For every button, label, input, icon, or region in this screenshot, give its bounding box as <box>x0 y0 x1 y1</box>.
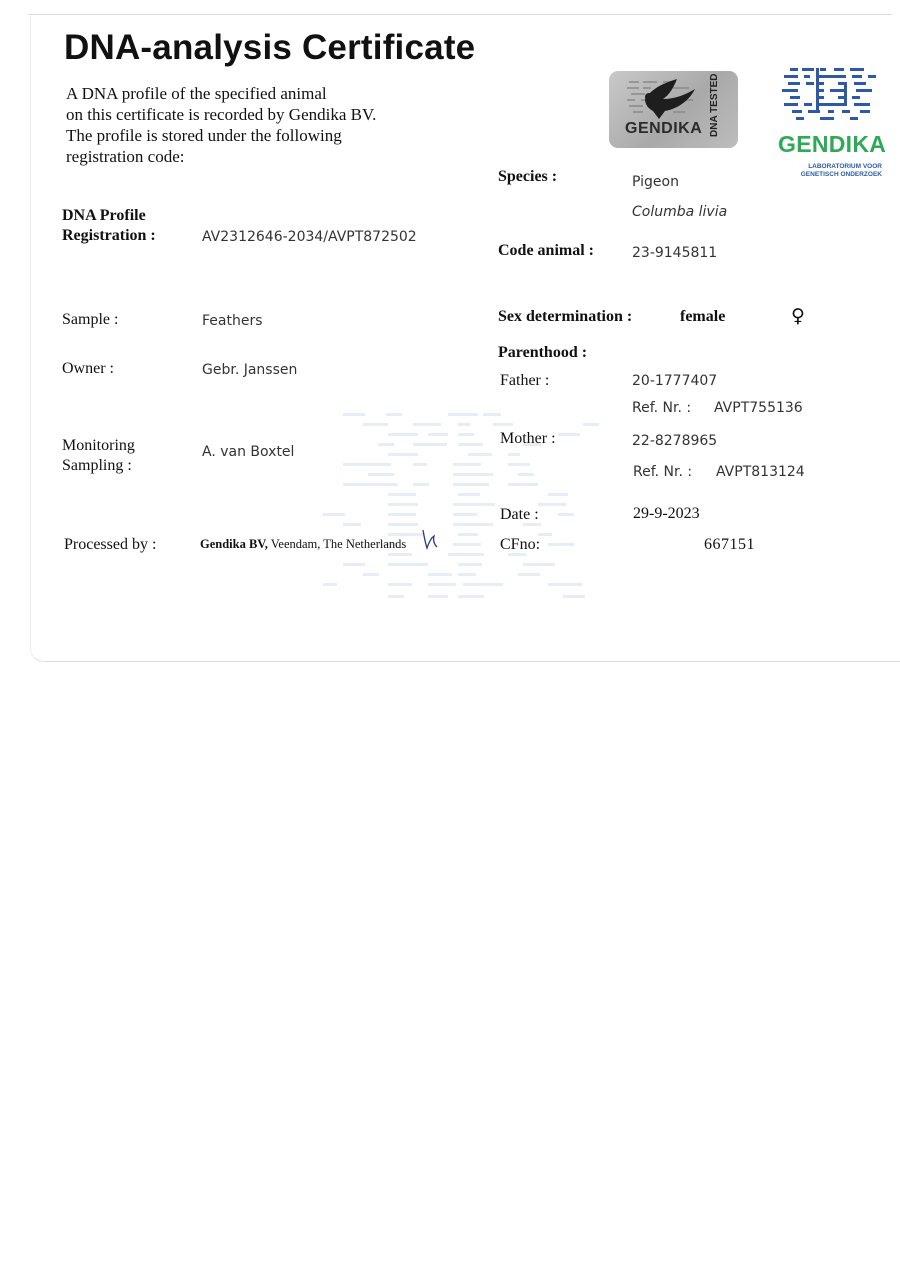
intro-line: on this certificate is recorded by Gendika BV. <box>66 105 377 124</box>
intro-line: A DNA profile of the specified animal <box>66 84 327 103</box>
brand-tagline-line: LABORATORIUM VOOR <box>808 163 882 170</box>
processed-company: Gendika BV, <box>200 537 268 551</box>
sex-determination-label: Sex determination : <box>498 308 633 325</box>
sheet-top-edge <box>28 14 892 15</box>
signature-mark-icon <box>420 528 440 550</box>
dna-profile-label: DNA Profile <box>62 207 146 224</box>
sample-value: Feathers <box>202 313 263 329</box>
mother-ref-label: Ref. Nr. : <box>633 464 693 480</box>
father-label: Father : <box>500 372 550 389</box>
mother-label: Mother : <box>500 430 556 447</box>
processed-by-value <box>200 537 406 552</box>
mother-value: 22-8278965 <box>632 433 718 449</box>
gendika-logo-icon <box>780 66 880 128</box>
sample-label: Sample : <box>62 311 119 328</box>
brand-name: GENDIKA <box>778 131 887 157</box>
intro-text <box>66 83 426 167</box>
monitoring-value: A. van Boxtel <box>202 444 295 460</box>
mother-ref-value: AVPT813124 <box>716 464 805 480</box>
intro-line: registration code: <box>66 147 185 166</box>
monitoring-label: Monitoring <box>62 437 135 454</box>
brand-tagline <box>776 163 882 179</box>
species-common: Pigeon <box>632 174 679 190</box>
intro-line: The profile is stored under the following <box>66 126 342 145</box>
species-latin: Columba livia <box>632 204 728 220</box>
parenthood-label: Parenthood : <box>498 344 588 361</box>
processed-location: Veendam, The Netherlands <box>267 537 407 551</box>
dna-watermark-icon <box>318 408 638 608</box>
stamp-brand: GENDIKA <box>625 120 703 137</box>
date-label: Date : <box>500 506 539 523</box>
female-symbol-icon: ♀ <box>791 305 805 327</box>
processed-by-label: Processed by : <box>64 536 157 553</box>
brand-tagline-line: GENETISCH ONDERZOEK <box>800 171 882 178</box>
date-value: 29-9-2023 <box>633 505 700 522</box>
dna-tested-stamp <box>609 71 738 148</box>
code-animal-label: Code animal : <box>498 242 594 259</box>
father-value: 20-1777407 <box>632 373 718 389</box>
owner-label: Owner : <box>62 360 114 377</box>
father-ref-label: Ref. Nr. : <box>632 400 692 416</box>
stamp-badge: DNA TESTED <box>709 73 720 137</box>
dove-icon <box>623 77 701 123</box>
certificate-title: DNA-analysis Certificate <box>64 28 476 67</box>
species-label: Species : <box>498 168 558 185</box>
owner-value: Gebr. Janssen <box>202 362 298 378</box>
registration-value: AV2312646-2034/AVPT872502 <box>202 229 417 245</box>
father-ref-value: AVPT755136 <box>714 400 803 416</box>
sampling-label: Sampling : <box>62 457 132 474</box>
code-animal-value: 23-9145811 <box>632 245 718 261</box>
cfno-label: CFno: <box>500 536 541 553</box>
sex-value: female <box>680 308 726 325</box>
registration-label: Registration : <box>62 227 156 244</box>
cfno-value: 667151 <box>704 536 755 553</box>
